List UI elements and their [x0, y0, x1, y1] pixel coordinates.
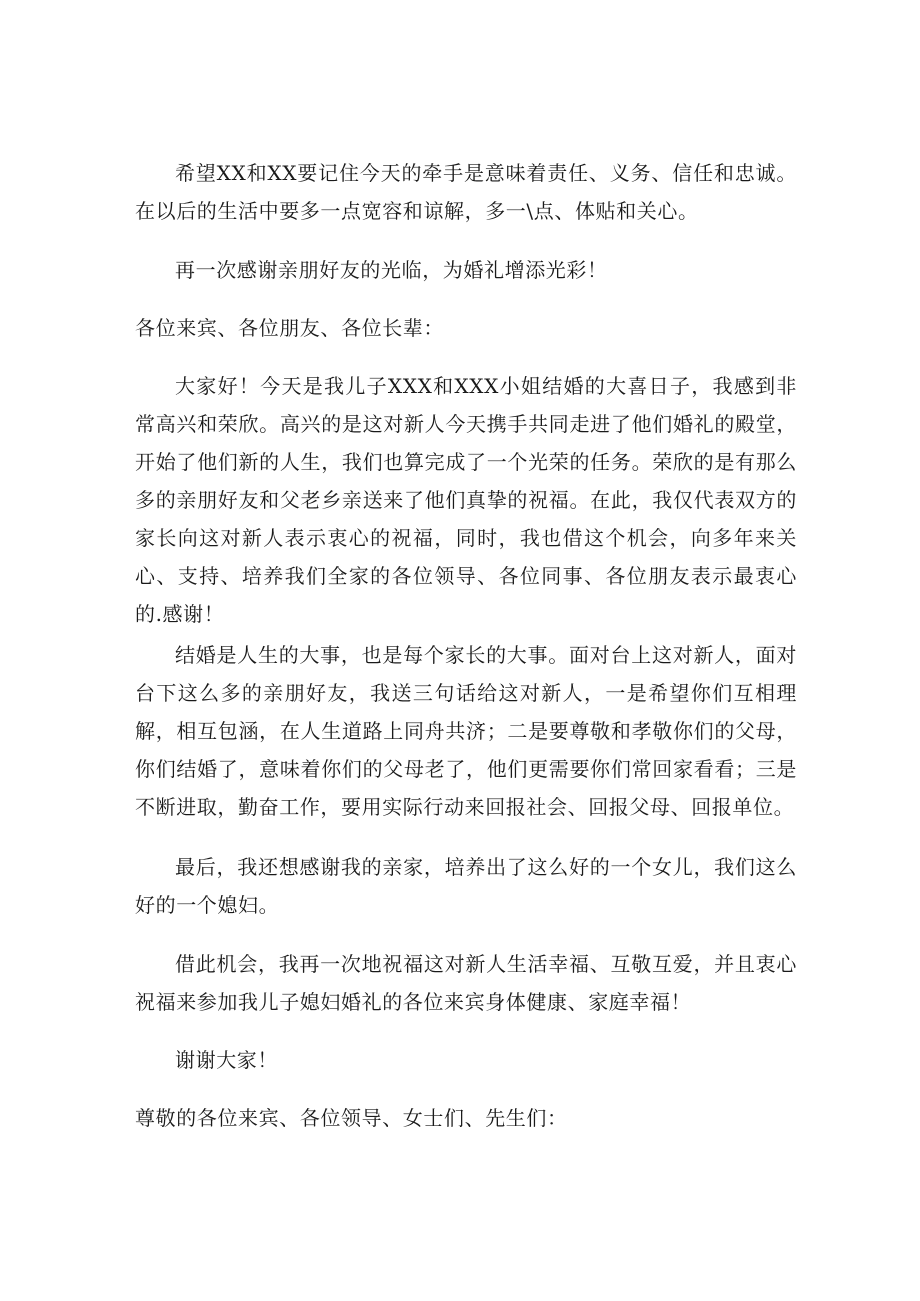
paragraph-closing: 谢谢大家！: [175, 1048, 278, 1072]
paragraph-greeting: 大家好！今天是我儿子XXX和XXX小姐结婚的大喜日子，我感到非常高兴和荣欣。高兴的是这对新人今天携手共同走进了他们婚礼的殿堂，开始了他们新的人生，我们也算完成了一个光荣的任务。荣欣的是有那么多的亲朋好友和父老乡亲送来了他们真挚的祝福。在此，我仅代表双方的家长向这对新人表示衷心的祝福，同时，我也借这个机会，向多年来关心、支持、培养我们全家的各位领导、各位同事、各位朋友表示最衷心的.感谢！: [135, 374, 797, 626]
paragraph-thanks-guests: 再一次感谢亲朋好友的光临，为婚礼增添光彩！: [175, 258, 608, 282]
paragraph-three-wishes: 结婚是人生的大事，也是每个家长的大事。面对台上这对新人，面对台下这么多的亲朋好友，我送三句话给这对新人，一是希望你们互相理解，相互包涵，在人生道路上同舟共济；二是要尊敬和孝敬你们的父母，你们结婚了，意味着你们的父母老了，他们更需要你们常回家看看；三是不断进取，勤奋工作，要用实际行动来回报社会、回报父母、回报单位。: [135, 643, 797, 819]
paragraph-thanks-inlaws: 最后，我还想感谢我的亲家，培养出了这么好的一个女儿，我们这么好的一个媳妇。: [135, 855, 797, 917]
paragraph-blessing: 借此机会，我再一次地祝福这对新人生活幸福、互敬互爱，并且衷心祝福来参加我儿子媳妇婚礼的各位来宾身体健康、家庭幸福！: [135, 952, 797, 1014]
paragraph-salutation-2: 尊敬的各位来宾、各位领导、女士们、先生们：: [135, 1106, 568, 1130]
paragraph-wishes: 希望XX和XX要记住今天的牵手是意味着责任、义务、信任和忠诚。在以后的生活中要多一点宽容和谅解，多一\点、体贴和关心。: [135, 161, 797, 223]
paragraph-salutation-1: 各位来宾、各位朋友、各位长辈：: [135, 316, 444, 340]
